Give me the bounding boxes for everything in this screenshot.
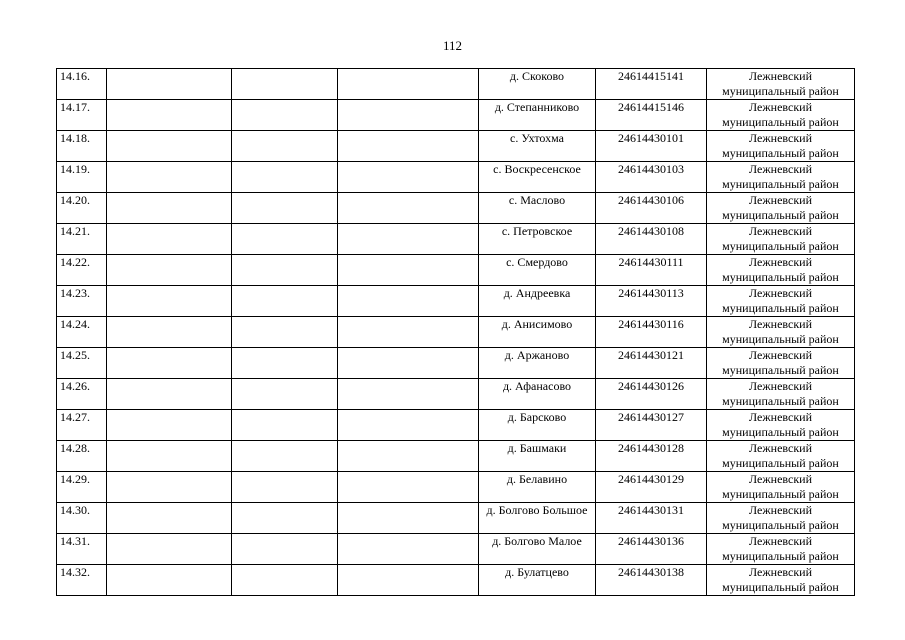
district-text-line-2: муниципальный район <box>722 425 839 439</box>
empty-cell <box>107 131 232 162</box>
oktmo-code-text: 24614415141 <box>618 69 684 83</box>
empty-cell <box>107 503 232 534</box>
oktmo-code-cell <box>596 410 707 441</box>
district-cell <box>707 131 855 162</box>
row-number-text: 14.19. <box>60 162 90 176</box>
locality-cell <box>479 472 596 503</box>
row-number-cell <box>57 317 107 348</box>
district-cell <box>707 162 855 193</box>
table-row <box>57 410 855 441</box>
empty-cell <box>107 317 232 348</box>
table-row <box>57 317 855 348</box>
oktmo-code-text: 24614430101 <box>618 131 684 145</box>
empty-cell <box>232 534 338 565</box>
locality-cell <box>479 162 596 193</box>
empty-cell <box>232 410 338 441</box>
empty-cell <box>232 317 338 348</box>
empty-cell <box>232 348 338 379</box>
empty-cell <box>338 348 479 379</box>
row-number-cell <box>57 193 107 224</box>
district-text: Лежневский <box>748 534 813 548</box>
district-text: Лежневский <box>748 348 813 362</box>
empty-cell <box>338 317 479 348</box>
district-cell <box>707 472 855 503</box>
locality-cell <box>479 255 596 286</box>
empty-cell <box>338 441 479 472</box>
district-text: Лежневский <box>748 193 813 207</box>
empty-cell <box>232 565 338 596</box>
oktmo-code-text: 24614430121 <box>618 348 684 362</box>
oktmo-code-cell <box>596 503 707 534</box>
district-cell <box>707 317 855 348</box>
district-cell <box>707 534 855 565</box>
district-text: Лежневский <box>748 286 813 300</box>
locality-cell <box>479 286 596 317</box>
row-number-text: 14.18. <box>60 131 90 145</box>
district-text-line-2: муниципальный район <box>722 177 839 191</box>
oktmo-code-cell <box>596 255 707 286</box>
locality-text: д. Андреевка <box>503 286 571 300</box>
oktmo-code-text: 24614430108 <box>618 224 684 238</box>
locality-cell <box>479 317 596 348</box>
district-text: Лежневский <box>748 503 813 517</box>
oktmo-code-text: 24614430103 <box>618 162 684 176</box>
table-row <box>57 565 855 596</box>
empty-cell <box>338 379 479 410</box>
district-text-line-2: муниципальный район <box>722 518 839 532</box>
locality-text: д. Булатцево <box>505 565 569 579</box>
row-number-text: 14.32. <box>60 565 90 579</box>
row-number-cell <box>57 410 107 441</box>
row-number-text: 14.29. <box>60 472 90 486</box>
district-text: Лежневский <box>748 410 813 424</box>
empty-cell <box>107 565 232 596</box>
table-row <box>57 472 855 503</box>
oktmo-code-cell <box>596 100 707 131</box>
table-row <box>57 503 855 534</box>
oktmo-code-cell <box>596 193 707 224</box>
row-number-cell <box>57 100 107 131</box>
locality-cell <box>479 100 596 131</box>
table-row <box>57 534 855 565</box>
row-number-cell <box>57 534 107 565</box>
district-cell <box>707 286 855 317</box>
locality-text: с. Воскресенское <box>493 162 581 176</box>
row-number-cell <box>57 162 107 193</box>
locality-text: с. Ухтохма <box>510 131 564 145</box>
district-cell <box>707 410 855 441</box>
district-text: Лежневский <box>748 255 813 269</box>
locality-cell <box>479 131 596 162</box>
locality-text: д. Степанниково <box>494 100 580 114</box>
district-cell <box>707 193 855 224</box>
oktmo-code-text: 24614430127 <box>618 410 684 424</box>
oktmo-code-cell <box>596 224 707 255</box>
locality-text: д. Барсково <box>507 410 567 424</box>
empty-cell <box>232 69 338 100</box>
row-number-text: 14.26. <box>60 379 90 393</box>
district-text-line-2: муниципальный район <box>722 146 839 160</box>
empty-cell <box>232 286 338 317</box>
empty-cell <box>232 379 338 410</box>
district-text: Лежневский <box>748 441 813 455</box>
table-row <box>57 286 855 317</box>
oktmo-code-cell <box>596 162 707 193</box>
oktmo-code-text: 24614430106 <box>618 193 684 207</box>
empty-cell <box>338 69 479 100</box>
empty-cell <box>107 534 232 565</box>
district-cell <box>707 224 855 255</box>
row-number-text: 14.23. <box>60 286 90 300</box>
district-cell <box>707 100 855 131</box>
locality-table <box>56 68 855 596</box>
table-row <box>57 224 855 255</box>
empty-cell <box>338 286 479 317</box>
table-row <box>57 131 855 162</box>
row-number-text: 14.24. <box>60 317 90 331</box>
oktmo-code-cell <box>596 348 707 379</box>
district-text-line-2: муниципальный район <box>722 332 839 346</box>
empty-cell <box>232 100 338 131</box>
oktmo-code-cell <box>596 534 707 565</box>
empty-cell <box>338 100 479 131</box>
empty-cell <box>107 286 232 317</box>
oktmo-code-text: 24614430136 <box>618 534 684 548</box>
locality-cell <box>479 503 596 534</box>
empty-cell <box>107 255 232 286</box>
empty-cell <box>107 410 232 441</box>
locality-text: д. Белавино <box>506 472 568 486</box>
table-row <box>57 193 855 224</box>
empty-cell <box>338 472 479 503</box>
empty-cell <box>232 472 338 503</box>
oktmo-code-cell <box>596 286 707 317</box>
locality-cell <box>479 348 596 379</box>
district-text: Лежневский <box>748 565 813 579</box>
empty-cell <box>107 193 232 224</box>
row-number-text: 14.27. <box>60 410 90 424</box>
locality-text: д. Башмаки <box>507 441 567 455</box>
locality-cell <box>479 69 596 100</box>
oktmo-code-cell <box>596 131 707 162</box>
empty-cell <box>107 472 232 503</box>
oktmo-code-text: 24614430131 <box>618 503 684 517</box>
empty-cell <box>107 348 232 379</box>
district-text-line-2: муниципальный район <box>722 549 839 563</box>
oktmo-code-text: 24614430116 <box>618 317 684 331</box>
district-cell <box>707 503 855 534</box>
district-text-line-2: муниципальный район <box>722 456 839 470</box>
locality-cell <box>479 224 596 255</box>
district-text: Лежневский <box>748 317 813 331</box>
oktmo-code-text: 24614430126 <box>618 379 684 393</box>
row-number-text: 14.20. <box>60 193 90 207</box>
district-text-line-2: муниципальный район <box>722 208 839 222</box>
locality-cell <box>479 193 596 224</box>
oktmo-code-cell <box>596 472 707 503</box>
locality-text: д. Аржаново <box>504 348 570 362</box>
empty-cell <box>107 379 232 410</box>
district-cell <box>707 69 855 100</box>
row-number-cell <box>57 503 107 534</box>
empty-cell <box>232 224 338 255</box>
locality-text: д. Болгово Малое <box>492 534 582 548</box>
district-text: Лежневский <box>748 131 813 145</box>
locality-text: д. Скоково <box>509 69 565 83</box>
empty-cell <box>338 255 479 286</box>
district-cell <box>707 441 855 472</box>
empty-cell <box>107 69 232 100</box>
empty-cell <box>107 100 232 131</box>
row-number-cell <box>57 348 107 379</box>
oktmo-code-text: 24614430128 <box>618 441 684 455</box>
row-number-text: 14.25. <box>60 348 90 362</box>
locality-cell <box>479 534 596 565</box>
district-text-line-2: муниципальный район <box>722 84 839 98</box>
empty-cell <box>107 441 232 472</box>
row-number-cell <box>57 69 107 100</box>
row-number-text: 14.21. <box>60 224 90 238</box>
empty-cell <box>232 441 338 472</box>
locality-text: с. Маслово <box>508 193 566 207</box>
locality-text: д. Афанасово <box>502 379 572 393</box>
table-row <box>57 100 855 131</box>
oktmo-code-cell <box>596 441 707 472</box>
locality-text: с. Петровское <box>501 224 573 238</box>
row-number-cell <box>57 131 107 162</box>
district-cell <box>707 379 855 410</box>
empty-cell <box>107 162 232 193</box>
row-number-cell <box>57 472 107 503</box>
district-cell <box>707 348 855 379</box>
oktmo-code-cell <box>596 379 707 410</box>
row-number-cell <box>57 224 107 255</box>
district-text: Лежневский <box>748 472 813 486</box>
row-number-text: 14.17. <box>60 100 90 114</box>
oktmo-code-text: 24614430113 <box>618 286 684 300</box>
district-text-line-2: муниципальный район <box>722 301 839 315</box>
empty-cell <box>338 131 479 162</box>
district-text: Лежневский <box>748 379 813 393</box>
empty-cell <box>338 410 479 441</box>
empty-cell <box>232 255 338 286</box>
oktmo-code-text: 24614430129 <box>618 472 684 486</box>
table-row <box>57 441 855 472</box>
district-text: Лежневский <box>748 69 813 83</box>
row-number-text: 14.31. <box>60 534 90 548</box>
row-number-cell <box>57 441 107 472</box>
locality-cell <box>479 410 596 441</box>
row-number-cell <box>57 255 107 286</box>
district-text-line-2: муниципальный район <box>722 394 839 408</box>
empty-cell <box>338 503 479 534</box>
oktmo-code-cell <box>596 565 707 596</box>
empty-cell <box>338 565 479 596</box>
district-text: Лежневский <box>748 224 813 238</box>
table-row <box>57 348 855 379</box>
empty-cell <box>338 193 479 224</box>
row-number-cell <box>57 379 107 410</box>
district-text-line-2: муниципальный район <box>722 270 839 284</box>
empty-cell <box>338 162 479 193</box>
district-text-line-2: муниципальный район <box>722 239 839 253</box>
district-cell <box>707 255 855 286</box>
district-text-line-2: муниципальный район <box>722 487 839 501</box>
row-number-text: 14.30. <box>60 503 90 517</box>
locality-text: с. Смердово <box>506 255 568 269</box>
district-text-line-2: муниципальный район <box>722 363 839 377</box>
table-row <box>57 162 855 193</box>
district-cell <box>707 565 855 596</box>
oktmo-code-cell <box>596 317 707 348</box>
locality-text: д. Болгово Большое <box>486 503 588 517</box>
locality-cell <box>479 379 596 410</box>
empty-cell <box>232 193 338 224</box>
district-text: Лежневский <box>748 100 813 114</box>
row-number-text: 14.28. <box>60 441 90 455</box>
row-number-text: 14.16. <box>60 69 90 83</box>
district-text-line-2: муниципальный район <box>722 115 839 129</box>
table-row <box>57 255 855 286</box>
table-row <box>57 69 855 100</box>
locality-text: д. Анисимово <box>501 317 573 331</box>
empty-cell <box>107 224 232 255</box>
table-row <box>57 379 855 410</box>
empty-cell <box>338 224 479 255</box>
locality-cell <box>479 441 596 472</box>
page-number: 112 <box>442 38 463 53</box>
empty-cell <box>232 131 338 162</box>
row-number-cell <box>57 286 107 317</box>
row-number-cell <box>57 565 107 596</box>
empty-cell <box>232 503 338 534</box>
district-text-line-2: муниципальный район <box>722 580 839 594</box>
empty-cell <box>232 162 338 193</box>
row-number-text: 14.22. <box>60 255 90 269</box>
empty-cell <box>338 534 479 565</box>
oktmo-code-text: 24614430138 <box>618 565 684 579</box>
district-text: Лежневский <box>748 162 813 176</box>
oktmo-code-text: 24614430111 <box>618 255 684 269</box>
oktmo-code-cell <box>596 69 707 100</box>
oktmo-code-text: 24614415146 <box>618 100 684 114</box>
locality-cell <box>479 565 596 596</box>
